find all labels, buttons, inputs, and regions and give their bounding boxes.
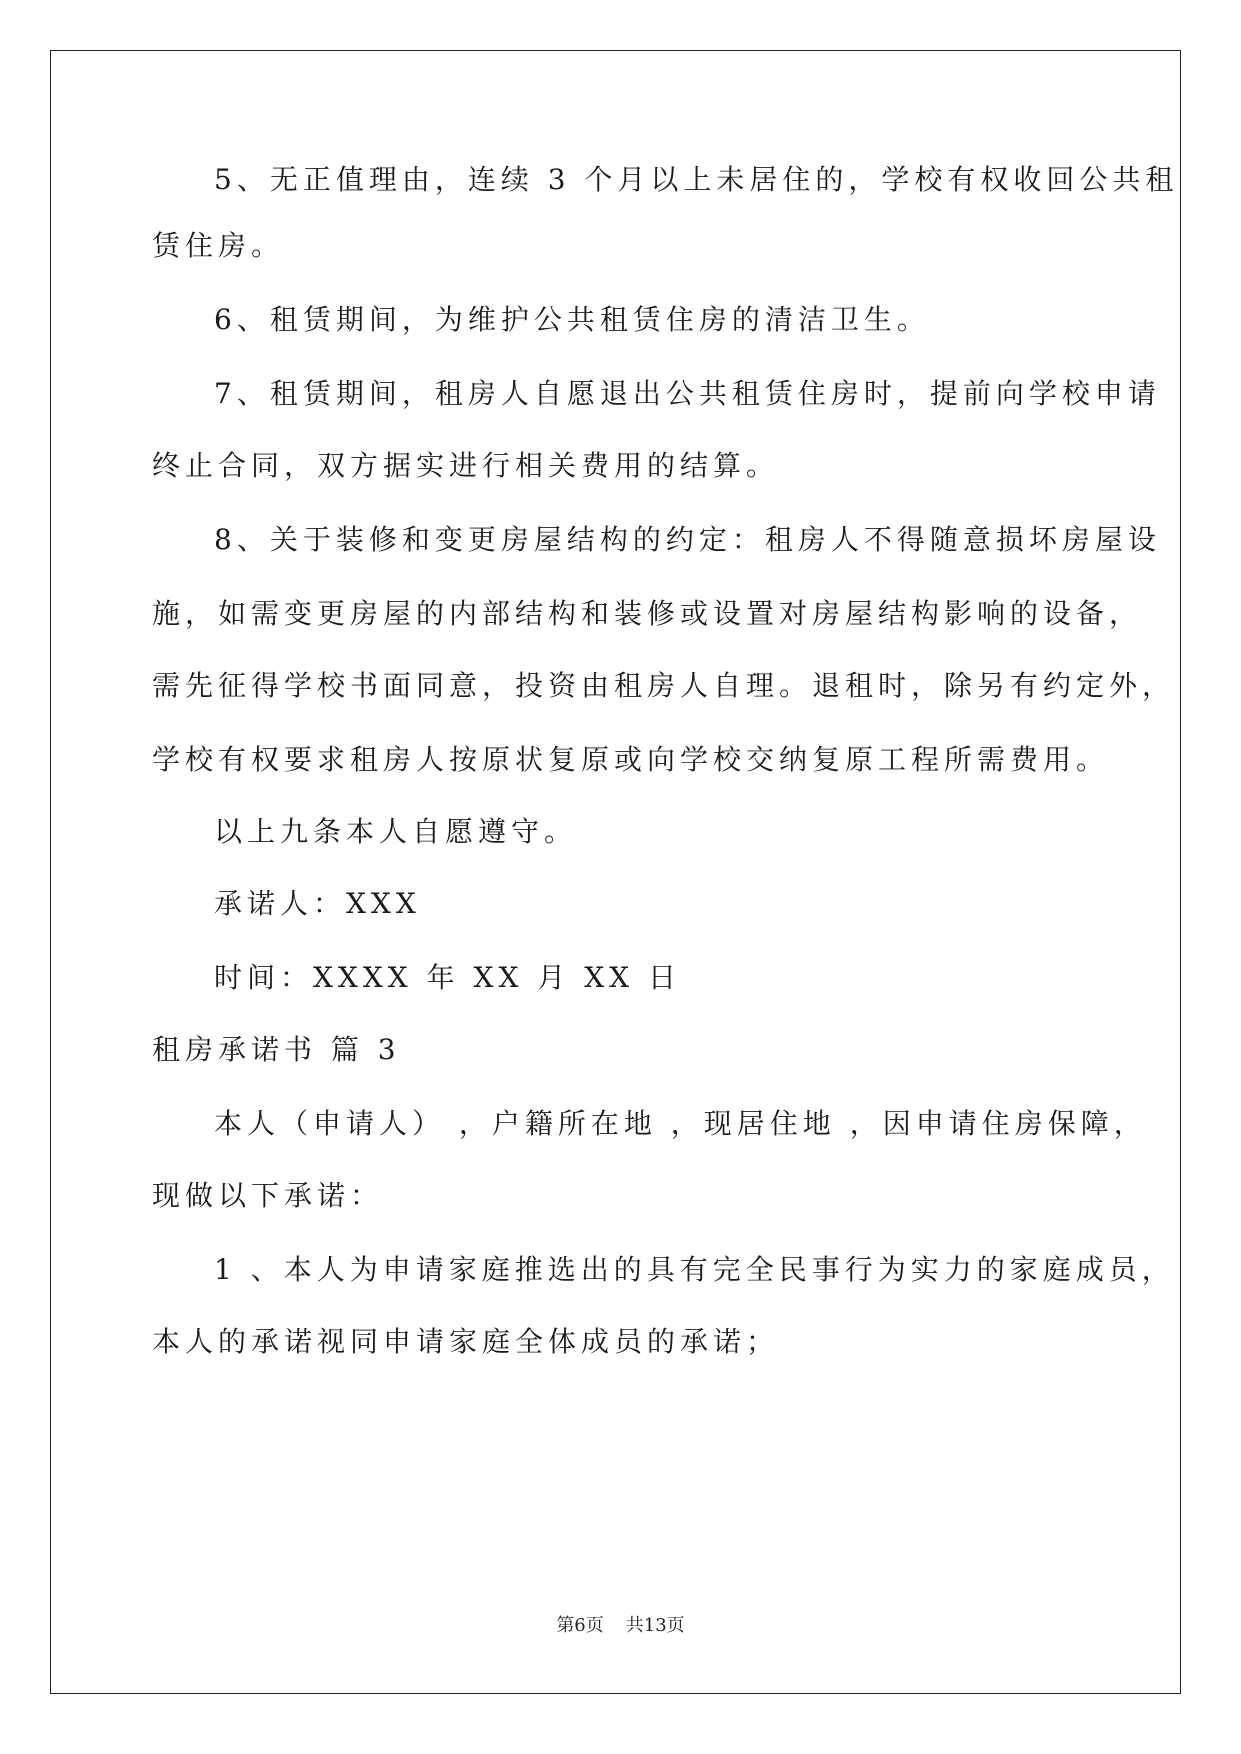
paragraph-line: 8、关于装修和变更房屋结构的约定：租房人不得随意损坏房屋设: [214, 523, 1161, 556]
paragraph-line: 现做以下承诺：: [152, 1179, 384, 1212]
paragraph-line: 本人（申请人） ，户籍所在地 ，现居住地 ，因申请住房保障，: [214, 1107, 1147, 1140]
paragraph-line: 6、租赁期间，为维护公共租赁住房的清洁卫生。: [214, 303, 930, 336]
signatory-line: 承诺人：XXX: [214, 887, 421, 920]
page-number-current: 第6页: [556, 1615, 604, 1636]
date-line: 时间：XXXX 年 XX 月 XX 日: [214, 961, 681, 994]
page-footer: [0, 1614, 1241, 1638]
paragraph-line: 7、租赁期间，租房人自愿退出公共租赁住房时，提前向学校申请: [214, 377, 1161, 410]
page-number-total: 共13页: [625, 1615, 685, 1636]
paragraph-line: 1 、本人为申请家庭推选出的具有完全民事行为实力的家庭成员，: [214, 1253, 1175, 1286]
paragraph-line: 需先征得学校书面同意，投资由租房人自理。退租时，除另有约定外，: [152, 669, 1176, 702]
page-border: [50, 50, 1181, 1694]
section-heading: 租房承诺书 篇 3: [152, 1033, 401, 1066]
paragraph-line: 5、无正值理由，连续 3 个月以上未居住的，学校有权收回公共租: [214, 163, 1179, 196]
paragraph-line: 终止合同，双方据实进行相关费用的结算。: [152, 449, 780, 482]
paragraph-line: 本人的承诺视同申请家庭全体成员的承诺；: [152, 1325, 780, 1358]
paragraph-line: 以上九条本人自愿遵守。: [214, 815, 578, 848]
paragraph-line: 施，如需变更房屋的内部结构和装修或设置对房屋结构影响的设备，: [152, 597, 1143, 630]
paragraph-line: 学校有权要求租房人按原状复原或向学校交纳复原工程所需费用。: [152, 743, 1110, 776]
paragraph-line: 赁住房。: [152, 229, 285, 262]
